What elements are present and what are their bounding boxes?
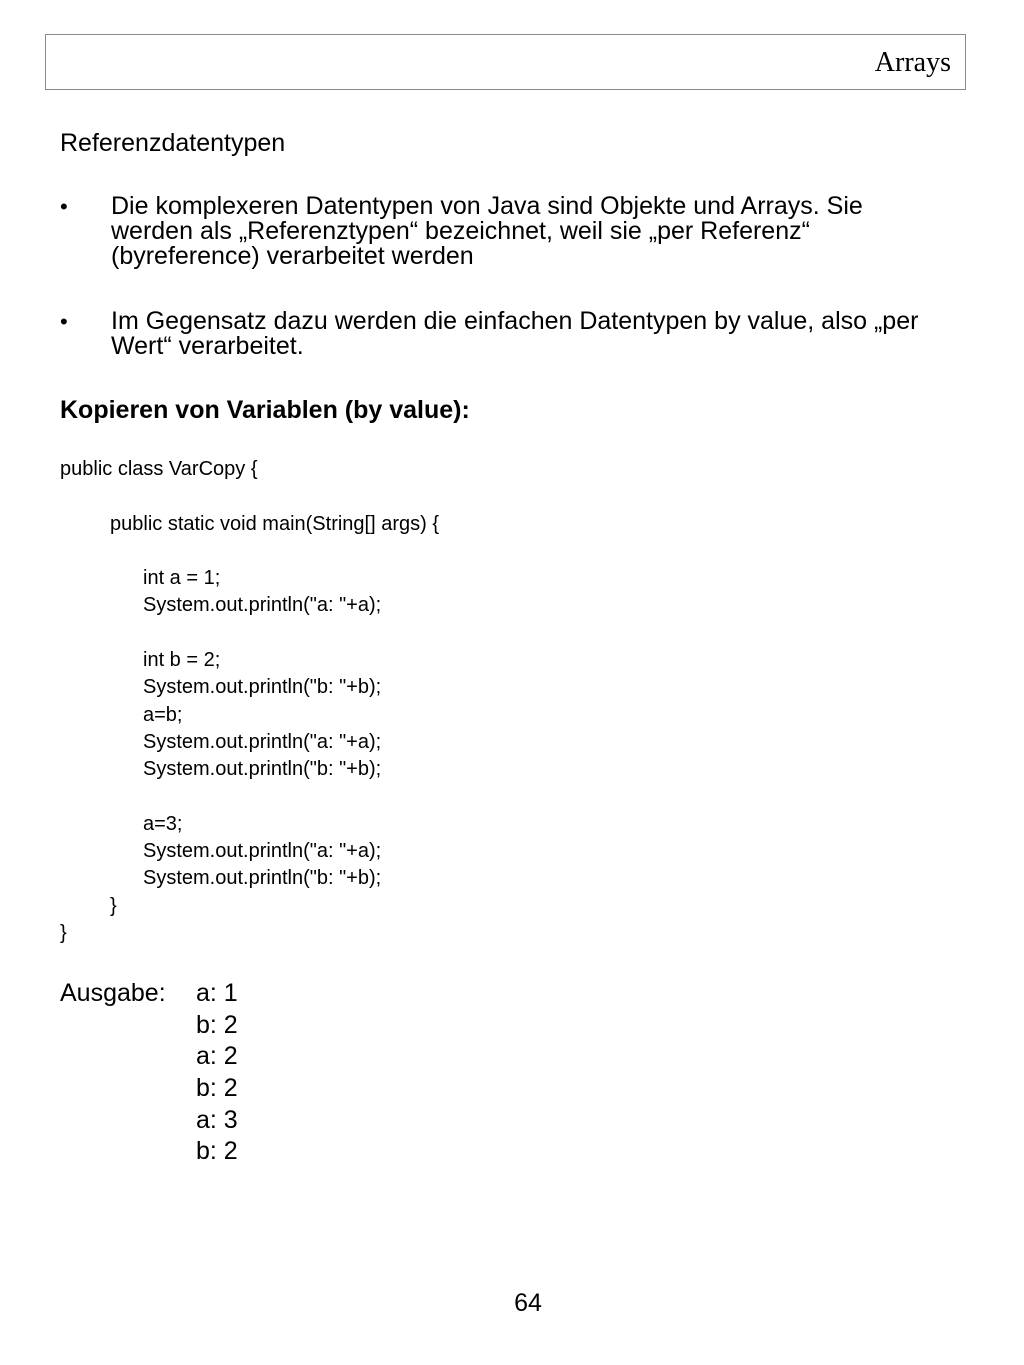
code-line: System.out.println("a: "+a); <box>143 594 382 617</box>
header-box <box>45 34 966 90</box>
code-line: } <box>110 894 117 917</box>
code-line: public class VarCopy { <box>60 458 258 480</box>
bullet-text: Die komplexeren Datentypen von Java sind Objekte und Arrays. Sie werden als „Referenztypen“ bezeichnet, weil sie „per Referenz“ (byreference) verarbeitet werden <box>111 192 863 270</box>
page-number: 64 <box>514 1289 542 1317</box>
code-line: int b = 2; <box>143 649 221 672</box>
code-line: System.out.println("b: "+b); <box>143 758 382 781</box>
code-line <box>60 784 439 811</box>
output-line: a: 2 <box>196 1042 238 1071</box>
chapter-title: Arrays <box>874 47 951 78</box>
output-line: a: 3 <box>196 1105 238 1134</box>
output-line: b: 2 <box>196 1137 238 1166</box>
code-line: a=3; <box>143 812 183 835</box>
code-line: System.out.println("a: "+a); <box>143 840 382 863</box>
code-line: int a = 1; <box>143 567 221 590</box>
output-label: Ausgabe: <box>60 979 166 1007</box>
output-line: a: 1 <box>196 979 238 1007</box>
section-heading: Referenzdatentypen <box>60 129 286 157</box>
output-list <box>196 978 238 1168</box>
bullet-text: Im Gegensatz dazu werden die einfachen Datentypen by value, also „per Wert“ verarbeitet. <box>111 307 919 360</box>
output-line: b: 2 <box>196 1010 238 1039</box>
copy-heading: Kopieren von Variablen (by value): <box>60 396 470 424</box>
code-line: a=b; <box>143 703 183 726</box>
code-line: System.out.println("b: "+b); <box>143 867 382 890</box>
code-line: System.out.println("b: "+b); <box>143 676 382 699</box>
bullet-marker: • <box>60 194 68 219</box>
code-line <box>60 483 439 510</box>
output-line: b: 2 <box>196 1074 238 1103</box>
code-line <box>60 620 439 647</box>
bullet-marker: • <box>60 309 68 334</box>
code-line <box>60 538 439 565</box>
code-line: public static void main(String[] args) { <box>110 512 440 535</box>
code-block <box>60 456 439 947</box>
code-line: } <box>60 922 67 945</box>
code-line: System.out.println("a: "+a); <box>143 730 382 753</box>
